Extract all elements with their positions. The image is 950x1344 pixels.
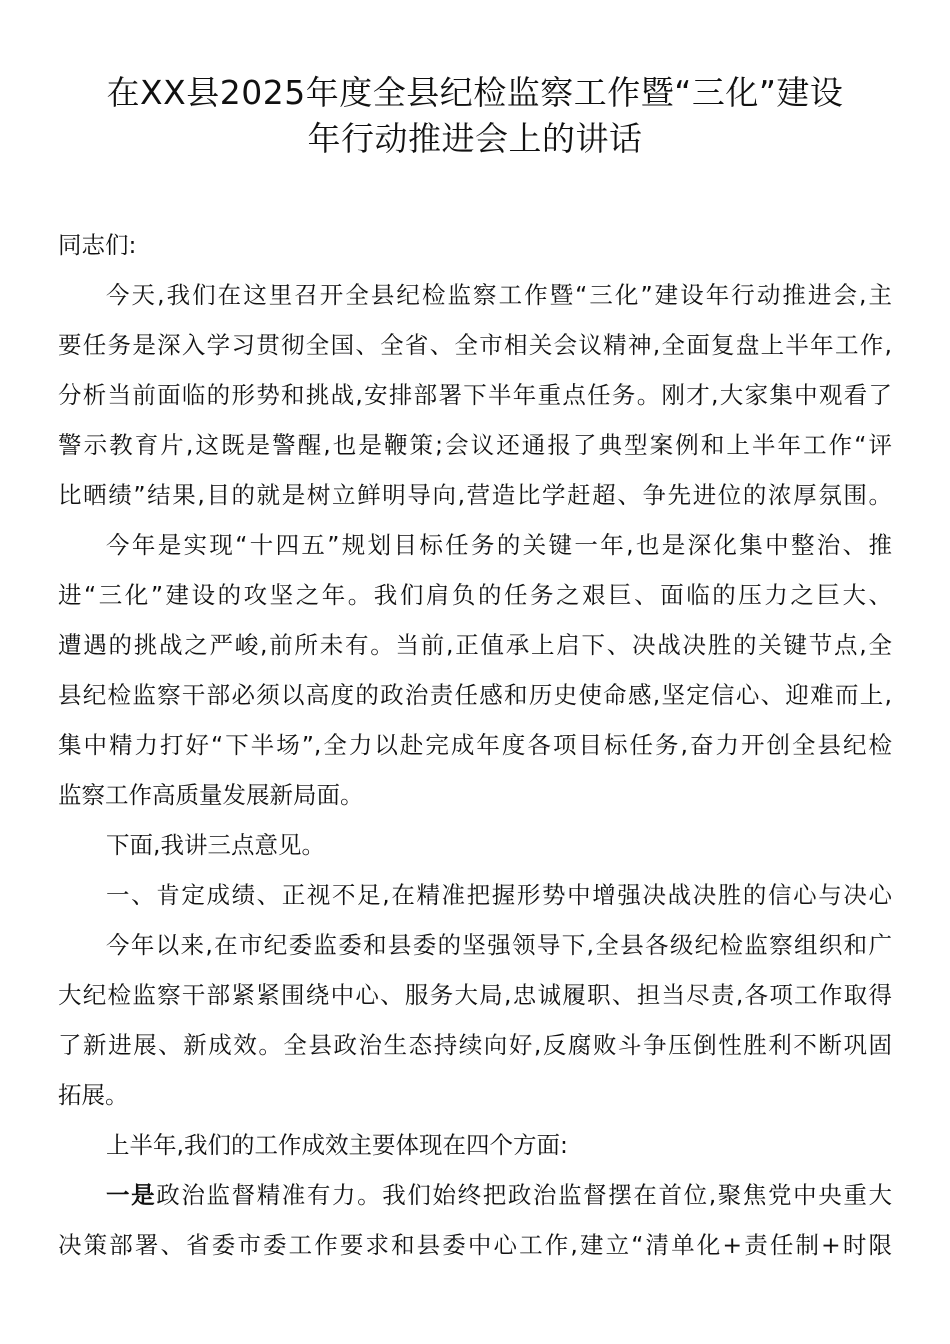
paragraph-5-line-4: 拓展。 <box>58 1081 129 1109</box>
greeting: 同志们: <box>58 231 137 259</box>
paragraph-1-line-5: 比晒绩”结果,目的就是树立鲜明导向,营造比学赶超、争先进位的浓厚氛围。 <box>58 481 892 509</box>
paragraph-2-line-1: 今年是实现“十四五”规划目标任务的关键一年,也是深化集中整治、推 <box>106 531 892 559</box>
paragraph-2-line-2: 进“三化”建设的攻坚之年。我们肩负的任务之艰巨、面临的压力之巨大、 <box>58 581 892 609</box>
paragraph-7-lead: 一是 <box>106 1181 157 1209</box>
paragraph-1-line-4: 警示教育片,这既是警醒,也是鞭策;会议还通报了典型案例和上半年工作“评 <box>58 431 892 459</box>
paragraph-5-line-2: 大纪检监察干部紧紧围绕中心、服务大局,忠诚履职、担当尽责,各项工作取得 <box>58 981 892 1009</box>
paragraph-3-line-1: 下面,我讲三点意见。 <box>106 831 325 859</box>
section-heading-1: 一、肯定成绩、正视不足,在精准把握形势中增强决战决胜的信心与决心 <box>106 881 892 909</box>
paragraph-5-line-1: 今年以来,在市纪委监委和县委的坚强领导下,全县各级纪检监察组织和广 <box>106 931 892 959</box>
paragraph-2-line-6: 监察工作高质量发展新局面。 <box>58 781 364 809</box>
paragraph-2-line-5: 集中精力打好“下半场”,全力以赴完成年度各项目标任务,奋力开创全县纪检 <box>58 731 892 759</box>
paragraph-2-line-4: 县纪检监察干部必须以高度的政治责任感和历史使命感,坚定信心、迎难而上, <box>58 681 892 709</box>
paragraph-2-line-3: 遭遇的挑战之严峻,前所未有。当前,正值承上启下、决战决胜的关键节点,全 <box>58 631 892 659</box>
document-title-line-1: 在XX县2025年度全县纪检监察工作暨“三化”建设 <box>106 73 844 112</box>
paragraph-1-line-2: 要任务是深入学习贯彻全国、全省、全市相关会议精神,全面复盘上半年工作, <box>58 331 892 359</box>
paragraph-5-line-3: 了新进展、新成效。全县政治生态持续向好,反腐败斗争压倒性胜利不断巩固 <box>58 1031 892 1059</box>
paragraph-1-line-1: 今天,我们在这里召开全县纪检监察工作暨“三化”建设年行动推进会,主 <box>106 281 892 309</box>
paragraph-7-line-1 <box>58 1170 892 1220</box>
paragraph-6-line-1: 上半年,我们的工作成效主要体现在四个方面: <box>106 1131 568 1159</box>
paragraph-7-line-1-text: 政治监督精准有力。我们始终把政治监督摆在首位,聚焦党中央重大 <box>156 1181 892 1209</box>
paragraph-7-line-2: 决策部署、省委市委工作要求和县委中心工作,建立“清单化+责任制+时限 <box>58 1231 892 1259</box>
paragraph-1-line-3: 分析当前面临的形势和挑战,安排部署下半年重点任务。刚才,大家集中观看了 <box>58 381 892 409</box>
document-title-line-2: 年行动推进会上的讲话 <box>307 119 643 158</box>
document-body <box>58 220 892 1270</box>
